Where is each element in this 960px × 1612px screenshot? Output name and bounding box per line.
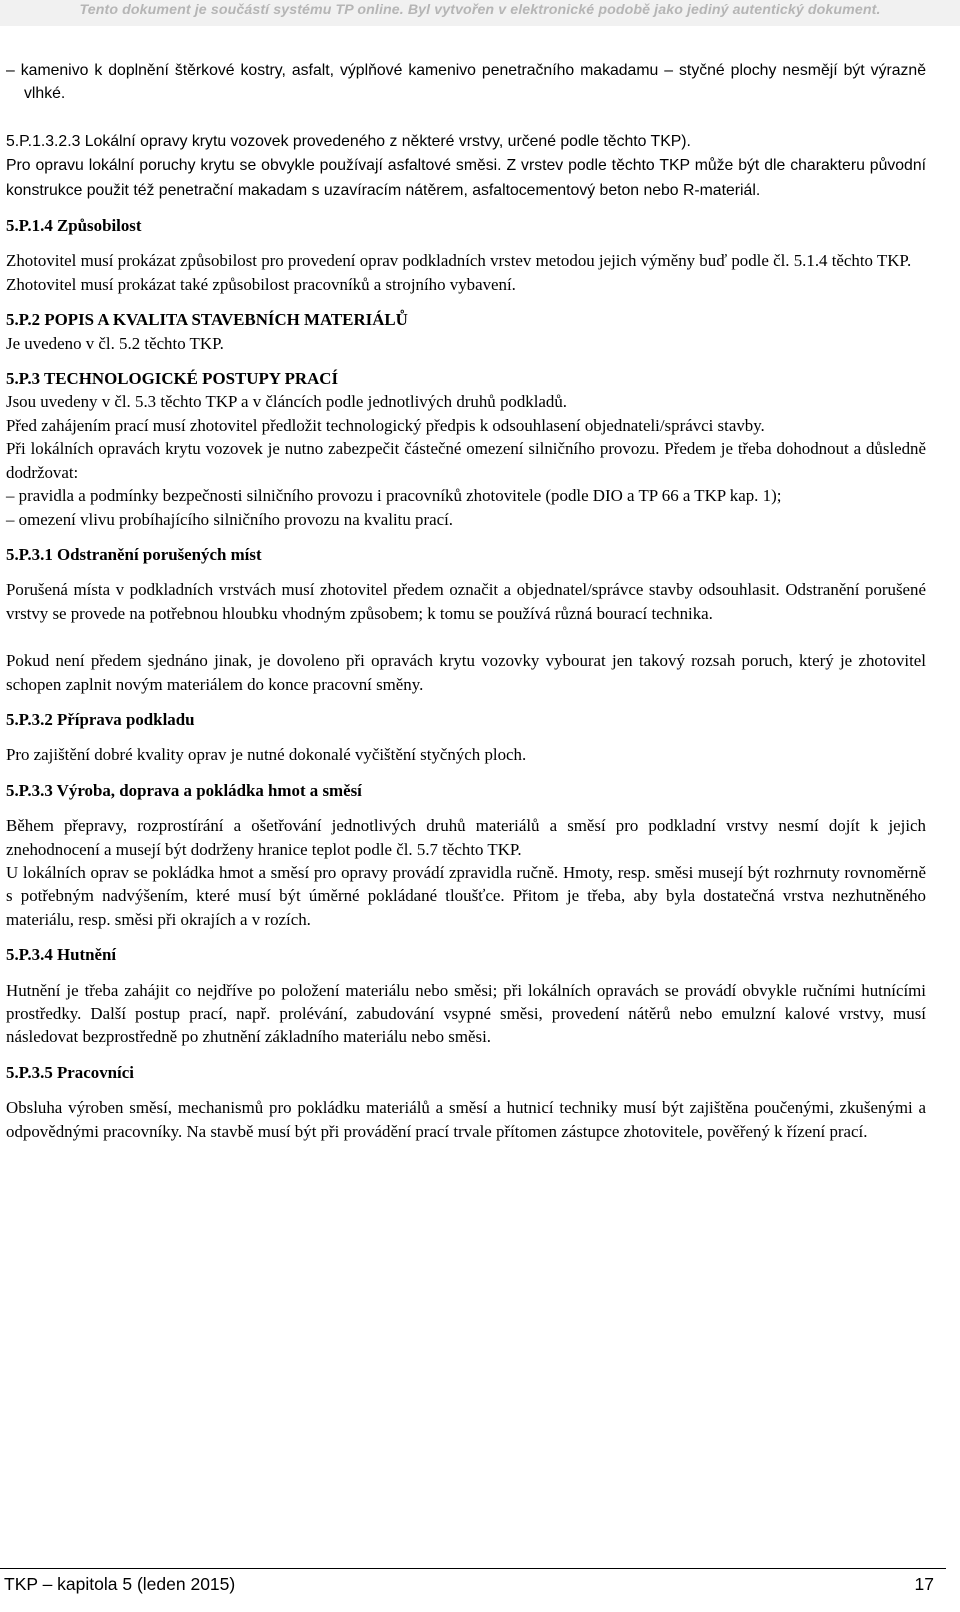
paragraph-part: Pro opravu lokální poruchy krytu se obvykle používají asfaltové směsi. [6,157,502,175]
page-number: 17 [914,1574,934,1594]
section-heading: 5.P.1.4 Způsobilost [6,216,142,236]
bullet-item: – pravidla a podmínky bezpečnosti silničního provozu i pracovníků zhotovitele (podle DIO a TP 66 a TKP kap. 1); [6,486,782,506]
chapter-heading: 5.P.3 TECHNOLOGICKÉ POSTUPY PRACÍ [6,369,339,389]
section-heading: 5.P.3.1 Odstranění porušených míst [6,544,262,564]
paragraph: Porušená místa v podkladních vrstvách musí zhotovitel předem označit a objednatel/správce stavby odsouhlasit. Odstranění porušené vrstvy se provede na potřebnou hloubku vhodným způsobem; k tomu se používá různá bourací technika. [6,580,926,623]
paragraph: Pro zajištění dobré kvality oprav je nutné dokonalé vyčištění styčných ploch. [6,745,527,765]
online-notice: Tento dokument je součástí systému TP online. Byl vytvořen v elektronické podobě jako jediný autentický dokument. [79,2,881,18]
paragraph-part: Z vrstev podle těchto TKP může být dle charakteru původní konstrukce použit též penetrační makadam s uzavíracím nátěrem, asfaltocementový beton nebo R-materiál. [6,157,926,199]
paragraph: Před zahájením prací musí zhotovitel předložit technologický předpis k odsouhlasení objednateli/správci stavby. [6,415,765,435]
paragraph: Hutnění je třeba zahájit co nejdříve po položení materiálu nebo směsi; při lokálních opravách se provádí obvykle ručními hutnícími prostředky. Další postup prací, např. prolévání, zabudování vsypné směsi, provedení nátěrů nebo emulzní kalové vrstvy, musí následovat bezprostředně po zhutnění základního materiálu nebo směsi. [6,980,926,1047]
bullet-item: – kamenivo k doplnění štěrkové kostry, asfalt, výplňové kamenivo penetračního makadamu – styčné plochy nesmějí být výrazně vlhké. [6,62,926,103]
paragraph: Při lokálních opravách krytu vozovek je nutno zabezpečit částečné omezení silničního provozu. Předem je třeba dohodnout a důsledně dodržovat: [6,439,926,482]
section-heading: 5.P.3.5 Pracovníci [6,1062,134,1082]
paragraph: U lokálních oprav se pokládka hmot a směsí pro opravy provádí zpravidla ručně. Hmoty, resp. směsi musejí být rozhrnuty rovnoměrně s potřebným nadvýšením, které musí být úměrné pokládané tloušťce. Přitom je třeba, aby byla dostatečná vrstva nezhutněného materiálu, resp. směsi při okrajích a v rozích. [6,862,926,929]
paragraph [6,153,926,202]
chapter-heading: 5.P.2 POPIS A KVALITA STAVEBNÍCH MATERIÁLŮ [6,310,408,330]
paragraph: Během přepravy, rozprostírání a ošetřování jednotlivých druhů materiálů a směsí pro podkladní vrstvy nesmí dojít k jejich znehodnocení a musejí být dodrženy hranice teplot podle čl. 5.7 těchto TKP. [6,816,926,859]
section-heading: 5.P.3.3 Výroba, doprava a pokládka hmot a směsí [6,780,362,800]
paragraph: Zhotovitel musí prokázat také způsobilost pracovníků a strojního vybavení. [6,274,516,294]
paragraph: 5.P.1.3.2.3 Lokální opravy krytu vozovek provedeného z některé vrstvy, určené podle těchto TKP). [6,132,691,150]
paragraph: Obsluha výroben směsí, mechanismů pro pokládku materiálů a směsí a hutnicí techniky musí být zajištěna poučenými, zkušenými a odpovědnými pracovníky. Na stavbě musí být při provádění prací trvale přítomen zástupce zhotovitele, pověřený k řízení prací. [6,1098,926,1141]
footer-title: TKP – kapitola 5 (leden 2015) [4,1574,236,1594]
footer-rule [0,1568,946,1569]
bullet-item: – omezení vlivu probíhajícího silničního provozu na kvalitu prací. [6,509,454,529]
paragraph: Pokud není předem sjednáno jinak, je dovoleno při opravách krytu vozovky vybourat jen takový rozsah poruch, který je zhotovitel schopen zaplnit novým materiálem do konce pracovní směny. [6,651,926,694]
section-heading: 5.P.3.4 Hutnění [6,945,117,965]
paragraph: Zhotovitel musí prokázat způsobilost pro provedení oprav podkladních vrstev metodou jejich výměny buď podle čl. 5.1.4 těchto TKP. [6,251,912,271]
section-heading: 5.P.3.2 Příprava podkladu [6,709,195,729]
header-banner [0,0,960,26]
paragraph: Jsou uvedeny v čl. 5.3 těchto TKP a v článcích podle jednotlivých druhů podkladů. [6,392,568,412]
paragraph: Je uvedeno v čl. 5.2 těchto TKP. [6,333,224,353]
document-body [6,59,926,1143]
